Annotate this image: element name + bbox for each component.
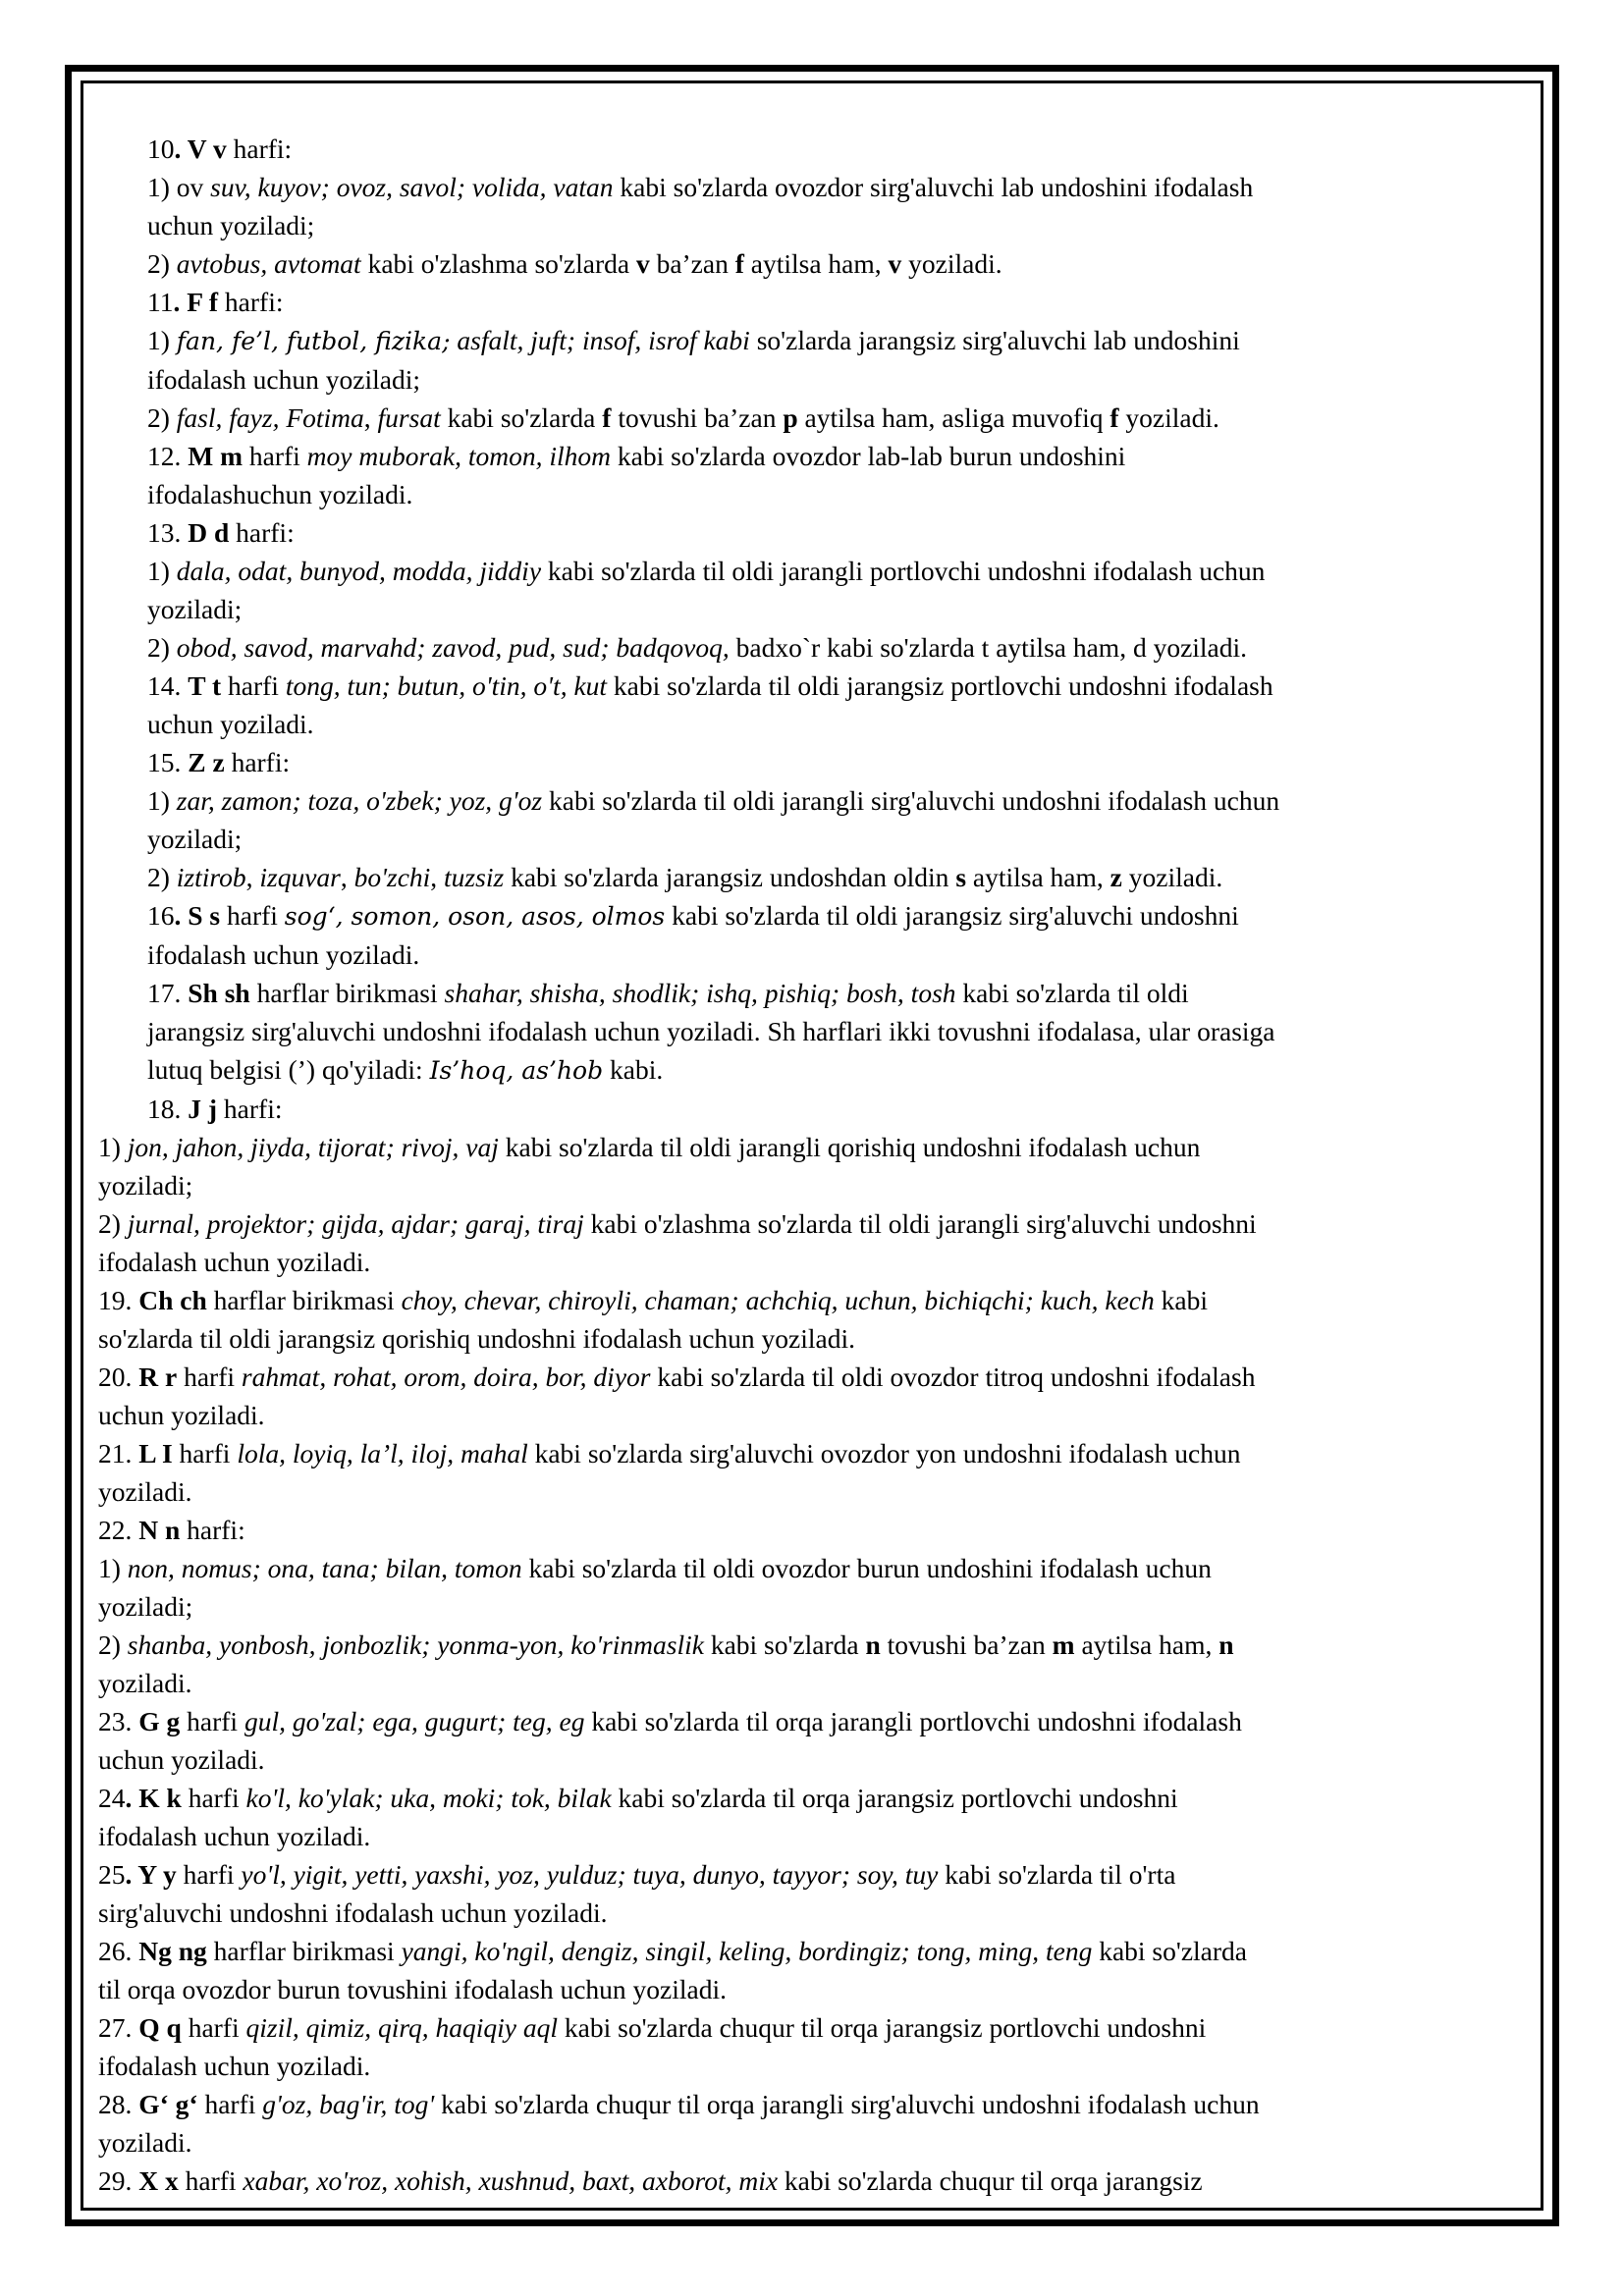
text-line: [98, 130, 1532, 168]
text-run: 28.: [98, 2089, 139, 2119]
text-run: harfi: [177, 1362, 242, 1392]
text-run: 24: [98, 1783, 126, 1813]
text-run: 29.: [98, 2165, 139, 2196]
text-run: aytilsa ham, asliga muvofiq: [797, 402, 1110, 433]
text-run: jarangsiz sirg'aluvchi undoshni ifodalash uchun yoziladi. Sh harflari ikki tovushni ifodalasa, ular orasiga: [147, 1016, 1275, 1046]
text-run: kabi: [1154, 1285, 1208, 1315]
text-run: so'zlarda jarangsiz sirg'aluvchi lab undoshini: [749, 325, 1240, 355]
example-words: obod, savod, marvahd; zavod, pud, sud; badqovoq,: [176, 632, 730, 663]
text-run: kabi o'zlashma so'zlarda: [360, 248, 636, 279]
text-run: harfi:: [224, 747, 291, 777]
text-run: 16: [147, 900, 175, 931]
text-line: [98, 475, 1532, 513]
text-line: [98, 896, 1532, 935]
example-words: lola, loyiq, la’l, iloj, mahal: [237, 1438, 528, 1468]
text-line: [98, 1166, 1532, 1204]
bold-letter: Ng ng: [138, 1936, 207, 1966]
text-run: yoziladi.: [98, 1476, 192, 1507]
text-run: harfi: [172, 1438, 238, 1468]
bold-letter: z: [1110, 862, 1122, 892]
example-words: rahmat, rohat, orom, doira, bor, diyor: [241, 1362, 651, 1392]
text-run: ifodalashuchun yoziladi.: [147, 479, 413, 509]
example-words: shanba, yonbosh, jonbozlik; yonma-yon, ko'rinmaslik: [127, 1629, 704, 1660]
text-run: harfi:: [217, 1094, 283, 1124]
text-run: harfi: [176, 1859, 242, 1890]
bold-letter: D d: [188, 517, 230, 548]
text-run: yoziladi.: [1121, 862, 1223, 892]
bold-letter: R r: [138, 1362, 178, 1392]
example-words: bo'zchi: [353, 862, 431, 892]
example-words: iztirob: [176, 862, 246, 892]
text-line: [98, 1050, 1532, 1090]
text-line: [98, 2085, 1532, 2123]
text-run: harfi:: [229, 517, 295, 548]
text-run: tovushi ba’zan: [880, 1629, 1053, 1660]
text-line: [98, 2162, 1532, 2200]
bold-letter: Z z: [188, 747, 225, 777]
text-line: [98, 168, 1532, 206]
text-run: uchun yoziladi.: [147, 709, 314, 739]
example-words: xabar, xo'roz, xohish, xushnud, baxt, axborot, mix: [243, 2165, 779, 2196]
example-words: non, nomus; ona, tana; bilan, tomon: [127, 1553, 522, 1583]
text-run: ifodalash uchun yoziladi.: [98, 2051, 371, 2081]
text-run: yoziladi;: [147, 824, 243, 854]
text-run: kabi so'zlarda til oldi jarangli qorishiq undoshni ifodalash uchun: [498, 1132, 1201, 1162]
text-run: kabi so'zlarda til orqa jarangli portlovchi undoshni ifodalash: [584, 1706, 1242, 1736]
text-line: [98, 321, 1532, 360]
text-line: [98, 1626, 1532, 1664]
text-run: 15.: [147, 747, 189, 777]
text-run: ,: [245, 862, 260, 892]
example-words: fursat: [377, 402, 441, 433]
text-line: [98, 667, 1532, 705]
text-line: [98, 1855, 1532, 1894]
text-run: kabi so'zlarda chuqur til orqa jarangsiz: [778, 2165, 1203, 2196]
text-run: uchun yoziladi.: [98, 1400, 265, 1430]
text-run: kabi so'zlarda sirg'aluvchi ovozdor yon undoshni ifodalash uchun: [527, 1438, 1241, 1468]
text-run: kabi so'zlarda til oldi jarangsiz sirg'aluvchi undoshni: [665, 900, 1239, 931]
example-words: izquvar: [259, 862, 341, 892]
text-line: [98, 590, 1532, 628]
bold-letter: . K k: [125, 1783, 182, 1813]
example-words: jurnal, projektor; gijda, ajdar; garaj, tiraj: [127, 1208, 584, 1239]
example-words: shahar, shisha, shodlik; ishq, pishiq; bosh, tosh: [444, 978, 956, 1008]
text-run: harfi: [180, 1706, 244, 1736]
text-run: ,: [363, 402, 378, 433]
bold-letter: . Y y: [125, 1859, 177, 1890]
text-line: [98, 1664, 1532, 1702]
text-run: 17.: [147, 978, 189, 1008]
text-run: 11: [147, 287, 174, 317]
text-run: yoziladi.: [98, 1668, 192, 1698]
text-line: [98, 1434, 1532, 1472]
text-line: [98, 513, 1532, 552]
text-run: kabi o'zlashma so'zlarda til oldi jarangli sirg'aluvchi undoshni: [583, 1208, 1257, 1239]
example-words: avtobus, avtomat: [176, 248, 361, 279]
bold-letter: v: [635, 248, 650, 279]
text-run: harfi:: [180, 1515, 245, 1545]
bold-letter: Ch ch: [138, 1285, 207, 1315]
text-line: [98, 552, 1532, 590]
text-run: 2): [147, 862, 177, 892]
text-run: kabi so'zlarda til oldi ovozdor burun undoshini ifodalash uchun: [521, 1553, 1212, 1583]
text-run: so'zlarda til oldi jarangsiz qorishiq undoshni ifodalash uchun yoziladi.: [98, 1323, 855, 1354]
text-run: kabi so'zlarda til orqa jarangsiz portlovchi undoshni: [611, 1783, 1178, 1813]
bold-letter: s: [955, 862, 967, 892]
text-line: [98, 2008, 1532, 2047]
text-line: [98, 1740, 1532, 1779]
text-line: [98, 399, 1532, 437]
text-run: harflar birikmasi: [249, 978, 445, 1008]
text-run: 27.: [98, 2012, 139, 2043]
bold-letter: f: [1110, 402, 1119, 433]
example-words: choy, chevar, chiroyli, chaman; achchiq, uchun, bichiqchi; kuch, kech: [401, 1285, 1155, 1315]
text-run: aytilsa ham,: [966, 862, 1110, 892]
text-run: harfi: [181, 2012, 246, 2043]
text-run: badxo`r kabi so'zlarda t aytilsa ham, d yoziladi.: [729, 632, 1248, 663]
text-run: ba’zan: [649, 248, 735, 279]
bold-letter: X x: [138, 2165, 179, 2196]
text-line: [98, 1702, 1532, 1740]
text-run: 1): [147, 556, 177, 586]
bold-letter: Sh sh: [188, 978, 250, 1008]
example-words: moy muborak, tomon, ilhom: [306, 441, 612, 471]
text-run: 25: [98, 1859, 126, 1890]
text-line: [98, 1128, 1532, 1166]
text-run: ,: [340, 862, 354, 892]
bold-letter: L I: [138, 1438, 173, 1468]
text-run: 23.: [98, 1706, 139, 1736]
bold-letter: G g: [138, 1706, 181, 1736]
text-run: tovushi ba’zan: [611, 402, 784, 433]
text-run: uchun yoziladi;: [147, 210, 315, 240]
text-line: [98, 360, 1532, 399]
example-words: tuzsiz: [444, 862, 505, 892]
text-run: 2): [147, 248, 177, 279]
text-run: 22.: [98, 1515, 139, 1545]
bold-letter: T t: [188, 670, 222, 701]
text-run: 2): [98, 1629, 128, 1660]
example-words: ko'l, ko'ylak; uka, moki; tok, bilak: [245, 1783, 612, 1813]
bold-letter: n: [865, 1629, 881, 1660]
text-line: [98, 1012, 1532, 1050]
text-line: [98, 820, 1532, 858]
text-run: ifodalash uchun yoziladi;: [147, 364, 420, 395]
text-line: [98, 1204, 1532, 1243]
text-run: kabi so'zlarda: [440, 402, 603, 433]
text-run: 26.: [98, 1936, 139, 1966]
text-run: til orqa ovozdor burun tovushini ifodalash uchun yoziladi.: [98, 1974, 728, 2004]
text-run: yoziladi.: [901, 248, 1002, 279]
text-run: uchun yoziladi.: [98, 1744, 265, 1775]
bold-letter: Q q: [138, 2012, 182, 2043]
text-run: harflar birikmasi: [206, 1936, 402, 1966]
text-run: 2): [147, 402, 177, 433]
text-line: [98, 283, 1532, 321]
bold-letter: . S s: [174, 900, 221, 931]
bold-letter: J j: [188, 1094, 218, 1124]
text-run: aytilsa ham,: [1074, 1629, 1219, 1660]
bold-letter: N n: [138, 1515, 181, 1545]
example-words: asfalt, juft; insof, isrof kabi: [457, 325, 750, 355]
text-run: harfi: [221, 670, 286, 701]
text-run: harflar birikmasi: [206, 1285, 402, 1315]
bold-letter: G‘ g‘: [138, 2089, 198, 2119]
example-words: jon, jahon, jiyda, tijorat; rivoj, vaj: [127, 1132, 499, 1162]
text-run: kabi so'zlarda chuqur til orqa jarangsiz portlovchi undoshni: [558, 2012, 1207, 2043]
bold-letter: M m: [188, 441, 243, 471]
text-run: 18.: [147, 1094, 189, 1124]
example-words: sog‘, somon, oson, asos, olmos: [284, 902, 666, 931]
text-run: harfi: [181, 1783, 246, 1813]
text-line: [98, 1817, 1532, 1855]
text-run: kabi so'zlarda chuqur til orqa jarangli sirg'aluvchi undoshni ifodalash uchun: [434, 2089, 1260, 2119]
example-words: yo'l, yigit, yetti, yaxshi, yoz, yulduz; tuya, dunyo, tayyor; soy, tuy: [241, 1859, 939, 1890]
example-words: suv, kuyov; ovoz, savol; volida, vatan: [210, 172, 614, 202]
text-run: sirg'aluvchi undoshni ifodalash uchun yoziladi.: [98, 1897, 608, 1928]
bold-letter: . V v: [174, 133, 227, 164]
text-run: harfi:: [226, 133, 293, 164]
text-line: [98, 1511, 1532, 1549]
example-words: fasl, fayz, Fotima: [176, 402, 364, 433]
text-line: [98, 437, 1532, 475]
text-run: 1): [98, 1553, 128, 1583]
text-run: 1): [147, 785, 177, 816]
text-line: [98, 743, 1532, 781]
example-words: qizil, qimiz, qirq, haqiqiy aql: [245, 2012, 559, 2043]
text-line: [98, 1932, 1532, 1970]
text-run: kabi so'zlarda ovozdor sirg'aluvchi lab undoshini ifodalash: [613, 172, 1254, 202]
text-run: kabi so'zlarda til oldi jarangli portlovchi undoshni ifodalash uchun: [541, 556, 1266, 586]
text-line: [98, 1396, 1532, 1434]
text-run: harfi: [220, 900, 285, 931]
text-run: 20.: [98, 1362, 139, 1392]
text-run: 1) ov: [147, 172, 211, 202]
text-run: kabi.: [603, 1054, 664, 1085]
text-run: yoziladi;: [98, 1591, 193, 1622]
text-run: 12.: [147, 441, 189, 471]
text-line: [98, 1243, 1532, 1281]
text-run: harfi: [178, 2165, 244, 2196]
bold-letter: p: [783, 402, 798, 433]
text-run: 13.: [147, 517, 189, 548]
text-run: kabi so'zlarda til oldi ovozdor titroq undoshni ifodalash: [650, 1362, 1256, 1392]
example-words: tong, tun; butun, o'tin, o't, kut: [285, 670, 608, 701]
text-line: [98, 1779, 1532, 1817]
bold-letter: f: [602, 402, 612, 433]
text-line: [98, 1090, 1532, 1128]
text-line: [98, 2123, 1532, 2162]
text-run: kabi so'zlarda til oldi jarangli sirg'aluvchi undoshni ifodalash uchun: [542, 785, 1280, 816]
text-line: [98, 705, 1532, 743]
text-run: kabi so'zlarda jarangsiz undoshdan oldin: [504, 862, 956, 892]
text-line: [98, 1358, 1532, 1396]
bold-letter: . F f: [173, 287, 219, 317]
text-line: [98, 1587, 1532, 1626]
text-line: [98, 1281, 1532, 1319]
text-run: yoziladi;: [98, 1170, 193, 1201]
text-run: ,: [430, 862, 445, 892]
text-run: yoziladi.: [98, 2127, 192, 2158]
example-words: g'oz, bag'ir, tog': [262, 2089, 435, 2119]
text-line: [98, 781, 1532, 820]
text-line: [98, 1549, 1532, 1587]
text-run: kabi so'zlarda til o'rta: [938, 1859, 1176, 1890]
text-run: 19.: [98, 1285, 139, 1315]
text-line: [98, 1472, 1532, 1511]
text-line: [98, 1970, 1532, 2008]
bold-letter: n: [1218, 1629, 1234, 1660]
example-words: yangi, ko'ngil, dengiz, singil, keling, bordingiz; tong, ming, teng: [401, 1936, 1093, 1966]
text-run: 1): [98, 1132, 128, 1162]
text-run: lutuq belgisi (’) qo'yiladi:: [147, 1054, 430, 1085]
text-run: 2): [98, 1208, 128, 1239]
text-run: 14.: [147, 670, 189, 701]
text-run: 1): [147, 325, 177, 355]
text-run: ifodalash uchun yoziladi.: [98, 1247, 371, 1277]
text-run: kabi so'zlarda: [1092, 1936, 1247, 1966]
bold-letter: m: [1052, 1629, 1075, 1660]
text-run: yoziladi;: [147, 594, 243, 624]
text-run: aytilsa ham,: [743, 248, 889, 279]
text-line: [98, 858, 1532, 896]
document-body: [98, 130, 1532, 2200]
bold-letter: f: [734, 248, 744, 279]
bold-letter: v: [888, 248, 902, 279]
text-line: [98, 2047, 1532, 2085]
text-line: [98, 935, 1532, 974]
text-run: kabi so'zlarda ovozdor lab-lab burun undoshini: [611, 441, 1126, 471]
text-run: ifodalash uchun yoziladi.: [147, 939, 420, 970]
text-line: [98, 974, 1532, 1012]
text-run: kabi so'zlarda: [703, 1629, 866, 1660]
text-line: [98, 628, 1532, 667]
text-run: harfi: [243, 441, 307, 471]
text-run: 10: [147, 133, 175, 164]
text-run: harfi:: [218, 287, 284, 317]
example-words: dala, odat, bunyod, modda, jiddiy: [176, 556, 542, 586]
text-run: 21.: [98, 1438, 139, 1468]
example-words: Is’hoq, as’hob: [429, 1056, 604, 1085]
text-run: kabi so'zlarda til oldi jarangsiz portlovchi undoshni ifodalash: [607, 670, 1273, 701]
text-run: yoziladi.: [1118, 402, 1219, 433]
example-words: gul, go'zal; ega, gugurt; teg, eg: [244, 1706, 585, 1736]
text-run: harfi: [197, 2089, 263, 2119]
text-line: [98, 1319, 1532, 1358]
text-line: [98, 244, 1532, 283]
example-words: fan, fe’l, futbol, fizika;: [176, 327, 451, 355]
text-line: [98, 206, 1532, 244]
text-run: kabi so'zlarda til oldi: [955, 978, 1189, 1008]
text-run: ifodalash uchun yoziladi.: [98, 1821, 371, 1851]
text-line: [98, 1894, 1532, 1932]
text-run: 2): [147, 632, 177, 663]
example-words: zar, zamon; toza, o'zbek; yoz, g'oz: [176, 785, 543, 816]
